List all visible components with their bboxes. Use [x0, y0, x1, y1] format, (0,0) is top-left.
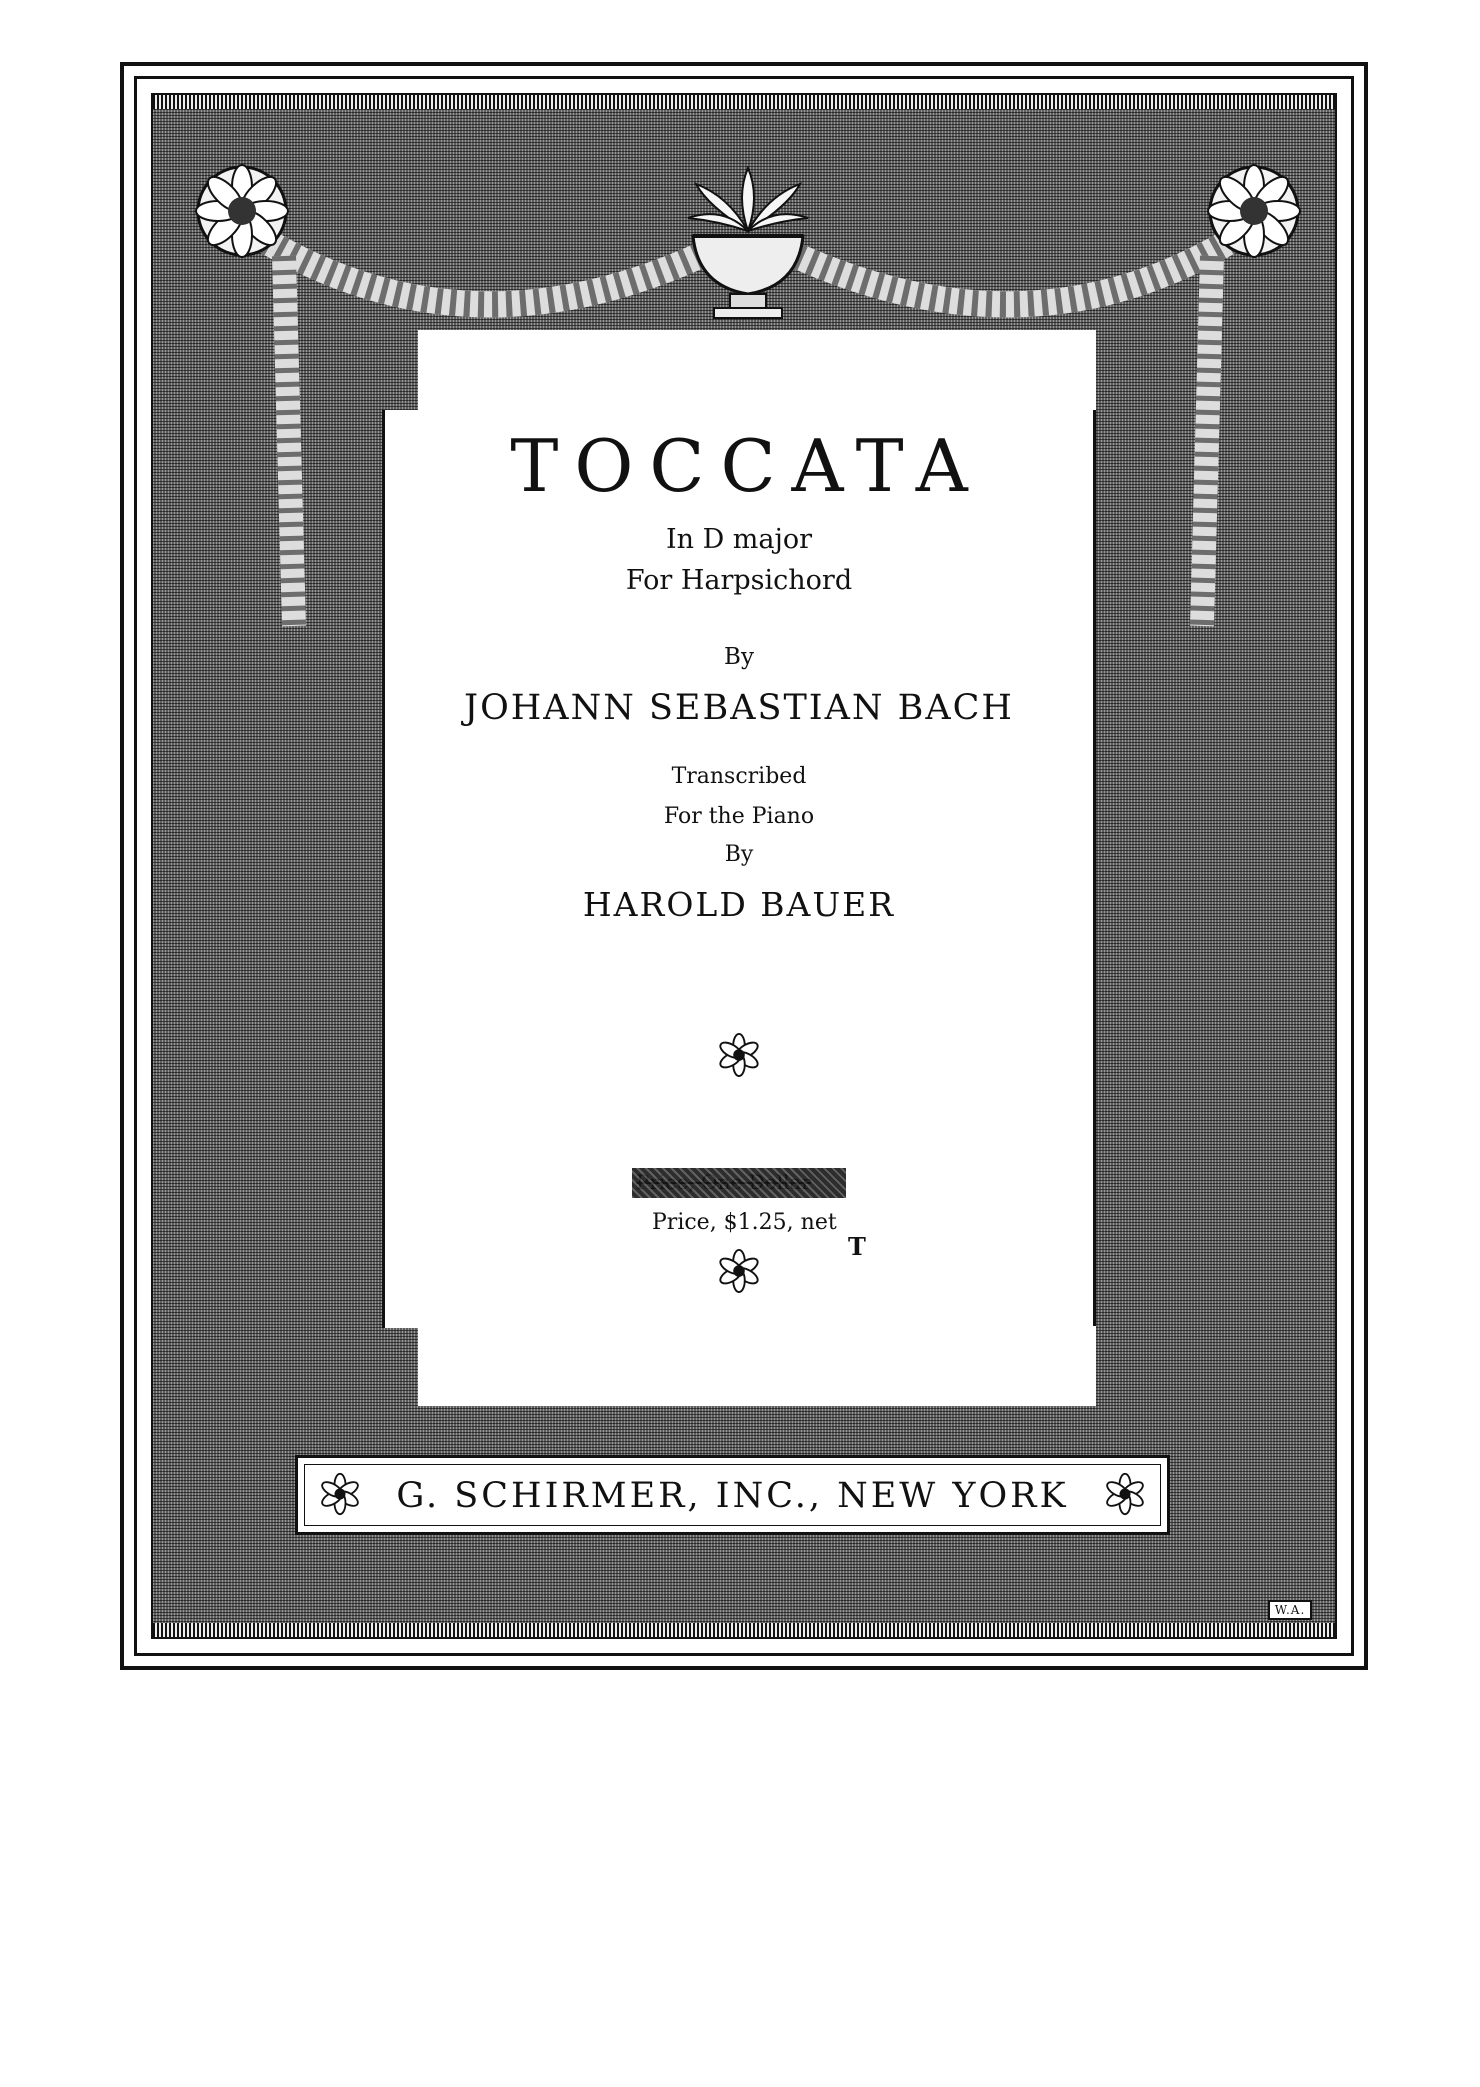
key-label: In D major: [665, 524, 813, 555]
instrument-label: For Harpsichord: [625, 565, 853, 596]
rosette-icon: [716, 1032, 762, 1078]
by-label-2: By: [724, 842, 754, 867]
engraver-initials: W.A.: [1268, 1600, 1312, 1620]
title-panel-bottom: [418, 1326, 1096, 1406]
page-title: TOCCATA: [510, 424, 984, 508]
price-overprint: [632, 1168, 846, 1198]
publisher-name: G. SCHIRMER, INC., NEW YORK: [396, 1476, 1069, 1516]
rosette-icon: [1103, 1472, 1147, 1516]
transcribed-label: Transcribed: [671, 764, 807, 789]
struck-price: [632, 1168, 846, 1198]
for-piano-label: For the Piano: [663, 804, 815, 829]
composer-name: JOHANN SEBASTIAN BACH: [464, 688, 1014, 728]
publisher-plate: [295, 1455, 1170, 1535]
price-label: Price, $1.25, net: [652, 1210, 837, 1235]
catalog-mark: T: [848, 1232, 866, 1261]
title-panel-top: [418, 330, 1096, 412]
rosette-icon: [716, 1248, 762, 1294]
by-label: By: [724, 644, 754, 670]
arranger-name: HAROLD BAUER: [582, 885, 896, 924]
title-block: [382, 424, 1096, 924]
